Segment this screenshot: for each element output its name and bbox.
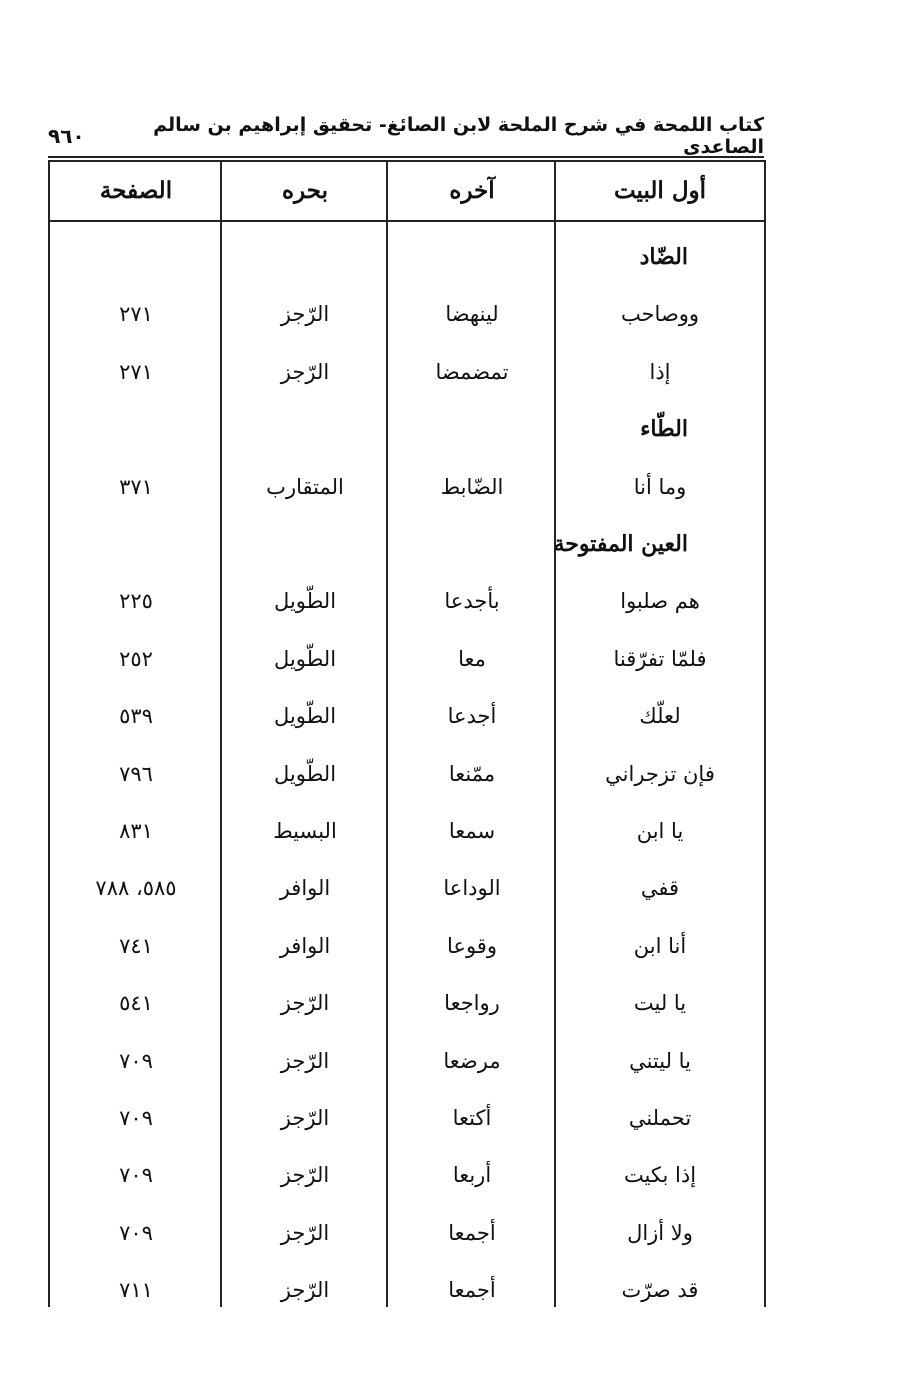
- table-row: [50, 1270, 764, 1310]
- column-header-meter: بحره: [282, 177, 328, 204]
- verse-start-cell: يا ابن: [636, 819, 684, 843]
- meter-cell: البسيط: [273, 819, 337, 843]
- verse-end-cell: الوداعا: [443, 876, 501, 900]
- page-cell: ٢٢٥: [119, 589, 153, 613]
- page-cell: ٧١١: [119, 1278, 153, 1302]
- page-cell: ٥٤١: [119, 991, 153, 1015]
- table-row: [50, 294, 764, 334]
- meter-cell: الرّجز: [280, 1106, 330, 1130]
- verse-start-cell: قد صرّت: [621, 1278, 699, 1302]
- column-header-page: الصفحة: [99, 177, 173, 204]
- section-title: الضّاد: [639, 244, 688, 270]
- page-cell: ٧٩٦: [119, 762, 153, 786]
- verse-start-cell: لعلّك: [639, 704, 681, 728]
- table-row: [50, 811, 764, 851]
- book-title: كتاب اللمحة في شرح الملحة لابن الصائغ- تحقيق إبراهيم بن سالم الصاعدي: [153, 114, 764, 158]
- table-row: [50, 696, 764, 736]
- table-row: [50, 1041, 764, 1081]
- table-row: [50, 467, 764, 507]
- meter-cell: الرّجز: [280, 302, 330, 326]
- verse-start-cell: فلمّا تفرّقنا: [613, 647, 707, 671]
- meter-cell: المتقارب: [266, 475, 344, 499]
- column-header-verse-end: آخره: [449, 177, 495, 204]
- page-cell: ٢٧١: [119, 302, 153, 326]
- section-title: العين المفتوحة: [553, 531, 688, 557]
- verse-start-cell: أنا ابن: [633, 934, 687, 958]
- table-row: [50, 754, 764, 794]
- table-header-row: [50, 162, 764, 222]
- page-cell: ٥٨٥، ٧٨٨: [95, 876, 177, 900]
- verse-start-cell: يا ليت: [633, 991, 687, 1015]
- page-cell: ٧٠٩: [119, 1221, 153, 1245]
- meter-cell: الوافر: [279, 876, 331, 900]
- header-rule: [48, 156, 764, 158]
- table-row: [50, 1213, 764, 1253]
- verse-end-cell: ممّنعا: [448, 762, 496, 786]
- meter-cell: الطّويل: [273, 589, 337, 613]
- table-row: [50, 926, 764, 966]
- verse-start-cell: ووصاحب: [620, 302, 700, 326]
- verse-start-cell: إذا: [649, 360, 671, 384]
- verse-start-cell: ولا أزال: [627, 1221, 693, 1245]
- verse-end-cell: سمعا: [448, 819, 496, 843]
- verse-end-cell: معا: [458, 647, 486, 671]
- table-row: [50, 639, 764, 679]
- verse-end-cell: بأجدعا: [444, 589, 500, 613]
- verse-start-cell: وما أنا: [633, 475, 687, 499]
- section-title: الطّاء: [640, 416, 688, 442]
- meter-cell: الطّويل: [273, 762, 337, 786]
- meter-cell: الرّجز: [280, 360, 330, 384]
- page-cell: ٨٣١: [119, 819, 153, 843]
- verse-end-cell: وقوعا: [447, 934, 497, 958]
- verse-end-cell: رواجعا: [444, 991, 500, 1015]
- meter-cell: الرّجز: [280, 1278, 330, 1302]
- page-cell: ٧٠٩: [119, 1106, 153, 1130]
- page-cell: ٢٧١: [119, 360, 153, 384]
- verse-end-cell: مرضعا: [443, 1049, 501, 1073]
- verse-end-cell: الضّابط: [440, 475, 504, 499]
- page-number: ٩٦٠: [48, 124, 85, 148]
- verse-end-cell: أكتعا: [452, 1106, 492, 1130]
- meter-cell: الرّجز: [280, 1163, 330, 1187]
- verse-end-cell: أجمعا: [448, 1278, 496, 1302]
- verse-start-cell: فإن تزجراني: [605, 762, 715, 786]
- page-cell: ٧٠٩: [119, 1049, 153, 1073]
- page-cell: ٥٣٩: [119, 704, 153, 728]
- page-cell: ٣٧١: [119, 475, 153, 499]
- meter-cell: الرّجز: [280, 991, 330, 1015]
- verse-end-cell: لينهضا: [445, 302, 499, 326]
- verse-start-cell: يا ليتني: [629, 1049, 691, 1073]
- meter-cell: الوافر: [279, 934, 331, 958]
- table-row: [50, 1098, 764, 1138]
- verse-end-cell: أجدعا: [447, 704, 497, 728]
- verse-end-cell: أربعا: [452, 1163, 492, 1187]
- table-row: [50, 581, 764, 621]
- table-row: [50, 352, 764, 392]
- verse-start-cell: هم صلبوا: [620, 589, 700, 613]
- meter-cell: الطّويل: [273, 647, 337, 671]
- meter-cell: الطّويل: [273, 704, 337, 728]
- running-header: [48, 114, 764, 158]
- table-row: [50, 983, 764, 1023]
- column-header-verse-start: أول البيت: [613, 177, 707, 204]
- page-cell: ٧٤١: [119, 934, 153, 958]
- verse-start-cell: قفي: [640, 876, 680, 900]
- meter-cell: الرّجز: [280, 1049, 330, 1073]
- meter-cell: الرّجز: [280, 1221, 330, 1245]
- page-cell: ٧٠٩: [119, 1163, 153, 1187]
- table-row: [50, 868, 764, 908]
- verse-start-cell: إذا بكيت: [623, 1163, 697, 1187]
- verse-index-table: [48, 160, 766, 1307]
- verse-start-cell: تحملني: [628, 1106, 692, 1130]
- verse-end-cell: تمضمضا: [435, 360, 509, 384]
- table-row: [50, 1155, 764, 1195]
- page-cell: ٢٥٢: [119, 647, 153, 671]
- verse-end-cell: أجمعا: [448, 1221, 496, 1245]
